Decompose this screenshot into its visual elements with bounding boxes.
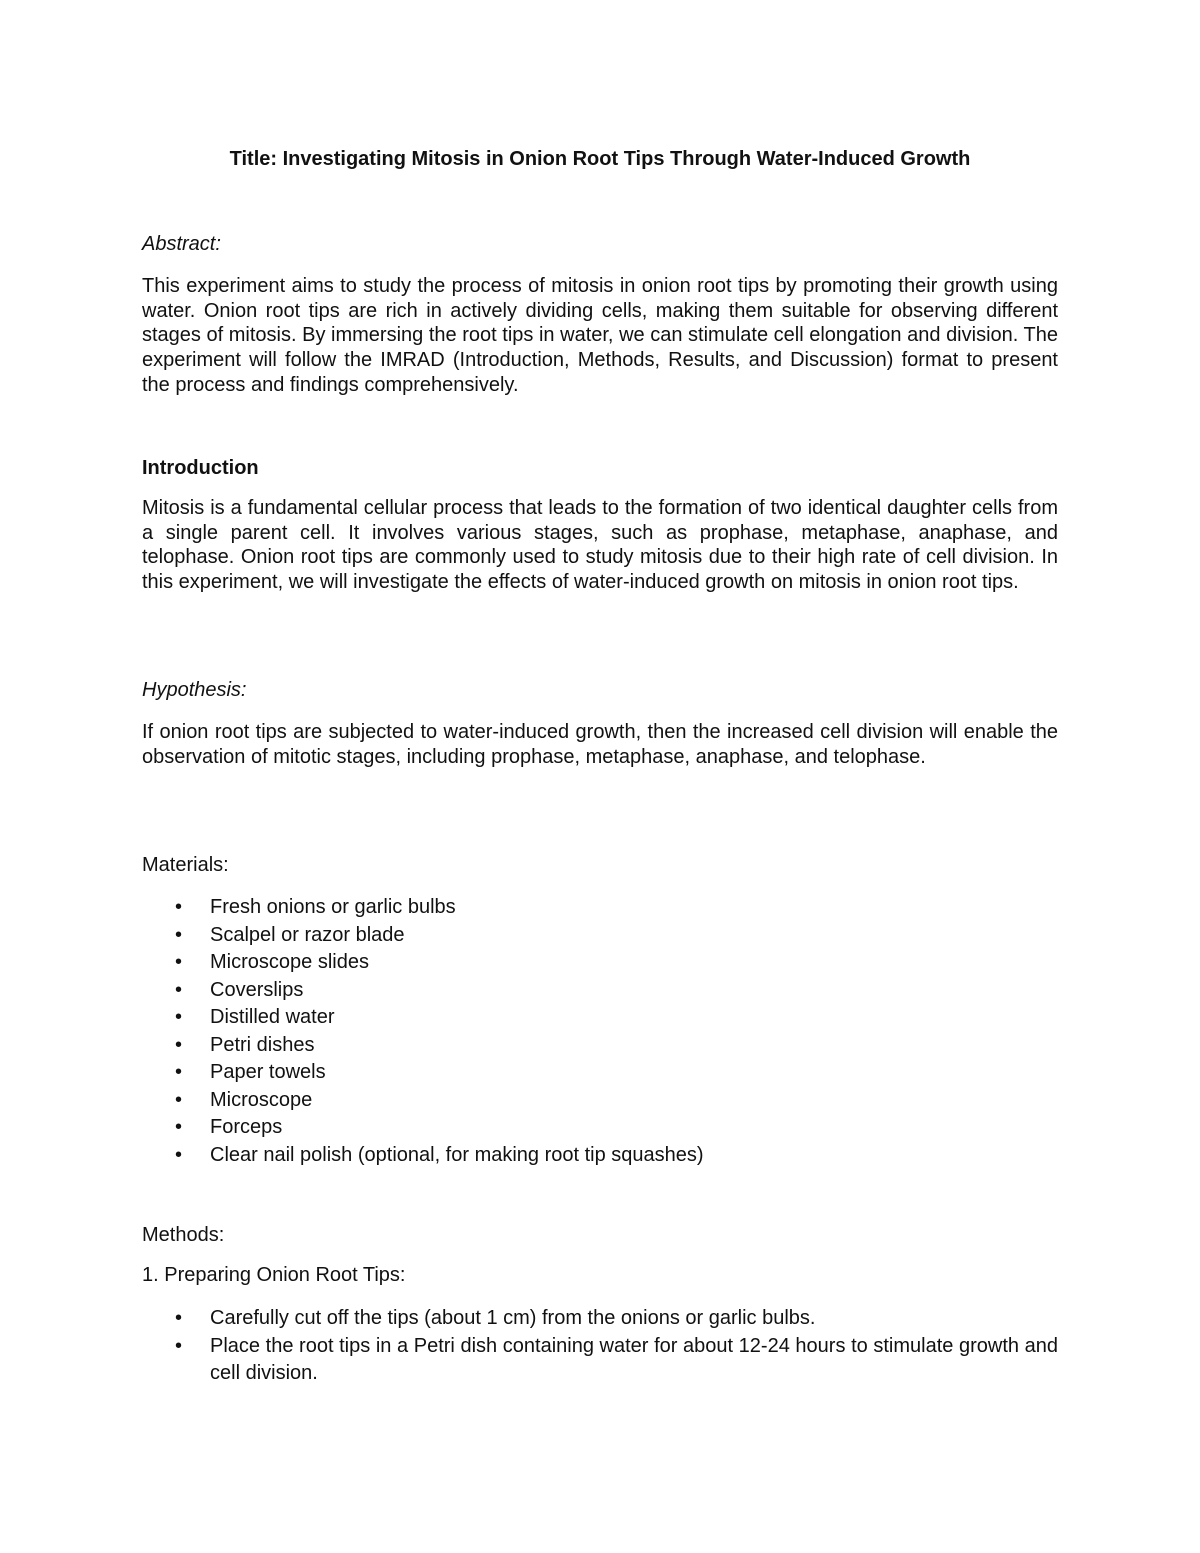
- abstract-heading: Abstract:: [142, 233, 221, 255]
- bullet-icon: •: [175, 1307, 183, 1329]
- list-item-text: Fresh onions or garlic bulbs: [210, 896, 456, 918]
- methods-list: [142, 1305, 1058, 1388]
- abstract-text: This experiment aims to study the process of mitosis in onion root tips by promoting their growth using water. Onion root tips are rich in actively dividing cells, making them suitable for observing different stages of mitosis. By immersing the root tips in water, we can stimulate cell elongation and division. The experiment will follow the IMRAD (Introduction, Methods, Results, and Discussion) format to present the process and findings comprehensively.: [142, 275, 1058, 396]
- list-item: [142, 894, 1058, 922]
- bullet-icon: •: [175, 951, 183, 973]
- bullet-icon: •: [175, 1334, 183, 1357]
- list-item-text: Place the root tips in a Petri dish containing water for about 12-24 hours to stimulate growth and cell division.: [210, 1334, 1058, 1384]
- document-page: [142, 0, 1058, 1553]
- list-item-text: Clear nail polish (optional, for making root tip squashes): [210, 1143, 704, 1166]
- list-item: [142, 1032, 1058, 1060]
- methods-heading: Methods:: [142, 1224, 225, 1246]
- hypothesis-heading: Hypothesis:: [142, 679, 247, 701]
- list-item-text: Petri dishes: [210, 1033, 315, 1056]
- materials-heading: Materials:: [142, 854, 229, 876]
- bullet-icon: •: [175, 896, 183, 918]
- list-item-text: Scalpel or razor blade: [210, 923, 405, 946]
- list-item-text: Forceps: [210, 1116, 283, 1138]
- bullet-icon: •: [175, 1033, 183, 1056]
- list-item-text: Paper towels: [210, 1061, 326, 1083]
- list-item-text: Coverslips: [210, 978, 304, 1001]
- introduction-text: Mitosis is a fundamental cellular process that leads to the formation of two identical daughter cells from a single parent cell. It involves various stages, such as prophase, metaphase, anaphase, and telophase. Onion root tips are commonly used to study mitosis due to their high rate of cell division. In this experiment, we will investigate the effects of water-induced growth on mitosis in onion root tips.: [142, 497, 1058, 594]
- list-item: [142, 977, 1058, 1005]
- bullet-icon: •: [175, 1006, 183, 1028]
- introduction-heading: Introduction: [142, 457, 259, 479]
- list-item: [142, 1087, 1058, 1115]
- list-item: [142, 1333, 1058, 1388]
- bullet-icon: •: [175, 978, 183, 1001]
- bullet-icon: •: [175, 923, 183, 946]
- list-item: [142, 1004, 1058, 1032]
- document-title: Title: Investigating Mitosis in Onion Root Tips Through Water-Induced Growth: [229, 148, 971, 170]
- bullet-icon: •: [175, 1143, 183, 1166]
- methods-step-1: 1. Preparing Onion Root Tips:: [142, 1264, 406, 1286]
- list-item: [142, 922, 1058, 950]
- list-item: [142, 949, 1058, 977]
- list-item-text: Distilled water: [210, 1006, 335, 1028]
- list-item-text: Carefully cut off the tips (about 1 cm) from the onions or garlic bulbs.: [210, 1307, 816, 1329]
- list-item: [142, 1114, 1058, 1142]
- bullet-icon: •: [175, 1061, 183, 1083]
- materials-list: [142, 894, 1058, 1169]
- list-item-text: Microscope slides: [210, 951, 369, 973]
- list-item: [142, 1142, 1058, 1170]
- list-item-text: Microscope: [210, 1088, 313, 1111]
- bullet-icon: •: [175, 1116, 183, 1138]
- list-item: [142, 1305, 1058, 1333]
- list-item: [142, 1059, 1058, 1087]
- hypothesis-text: If onion root tips are subjected to water-induced growth, then the increased cell division will enable the observation of mitotic stages, including prophase, metaphase, anaphase, and telophase.: [142, 721, 1058, 768]
- bullet-icon: •: [175, 1088, 183, 1111]
